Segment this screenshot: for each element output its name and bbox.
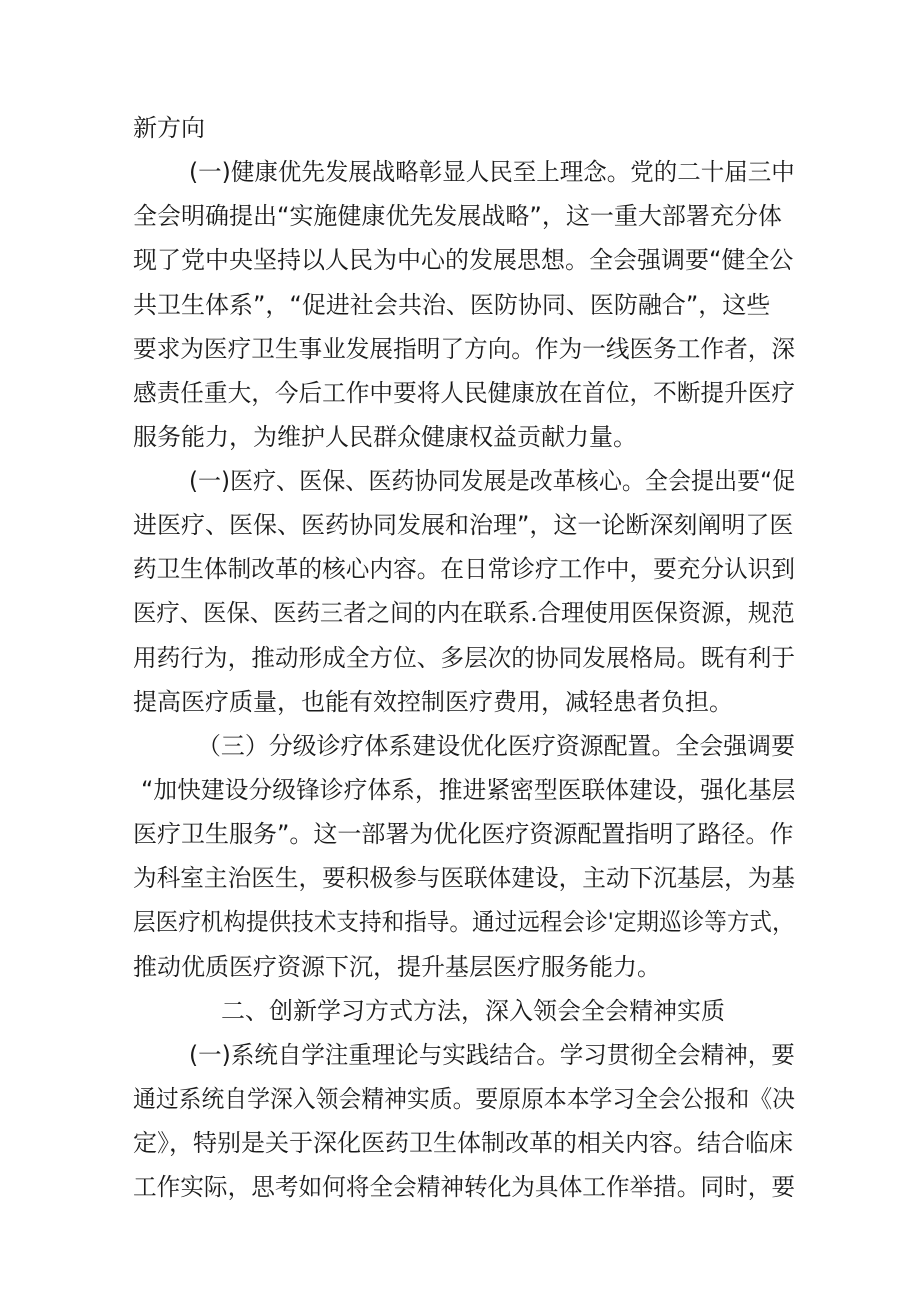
text-line: 全会明确提出“实施健康优先发展战略”，这一重大部署充分体 xyxy=(133,202,782,230)
text-line: 医疗、医保、医药三者之间的内在联系.合理使用医保资源，规范 xyxy=(133,599,795,627)
text-line: 进医疗、医保、医药协同发展和治理”，这一论断深刻阐明了医 xyxy=(133,511,794,539)
text-line: 为科室主治医生，要积极参与医联体建设，主动下沉基层，为基 xyxy=(133,864,795,892)
text-line: 新方向 xyxy=(133,114,205,142)
paragraph-heading-4: (一)系统自学注重理论与实践结合。学习贯彻全会精神，要 xyxy=(189,1041,795,1069)
text-line: 提高医疗质量，也能有效控制医疗费用，减轻患者负担。 xyxy=(133,688,733,716)
paragraph-heading-1: (一)健康优先发展战略彰显人民至上理念。党的二十届三中 xyxy=(189,158,795,186)
text-line: 感责任重大，今后工作中要将人民健康放在首位，不断提升医疗 xyxy=(133,379,795,407)
text-line: 用药行为，推动形成全方位、多层次的协同发展格局。既有利于 xyxy=(133,644,795,672)
text-line: 现了党中央坚持以人民为中心的发展思想。全会强调要“健全公 xyxy=(133,246,794,274)
text-line: 通过系统自学深入领会精神实质。要原原本本学习全会公报和《决 xyxy=(133,1085,795,1113)
text-line: 共卫生体系”，“促进社会共治、医防协同、医防融合”，这些 xyxy=(133,291,771,319)
paragraph-heading-3: （三）分级诊疗体系建设优化医疗资源配置。全会强调要 xyxy=(197,732,795,760)
paragraph-heading-2: (一)医疗、医保、医药协同发展是改革核心。全会提出要“促 xyxy=(189,467,796,495)
section-heading: 二、创新学习方式方法，深入领会全会精神实质 xyxy=(221,997,725,1025)
text-line: 工作实际，思考如何将全会精神转化为具体工作举措。同时，要 xyxy=(133,1173,795,1201)
text-line: 药卫生体制改革的核心内容。在日常诊疗工作中，要充分认识到 xyxy=(133,555,795,583)
text-line: 推动优质医疗资源下沉，提升基层医疗服务能力。 xyxy=(133,953,661,981)
text-line: 服务能力，为维护人民群众健康权益贡献力量。 xyxy=(133,423,637,451)
text-line: “加快建设分级锋诊疗体系，推进紧密型医联体建设，强化基层 xyxy=(141,776,796,804)
text-line: 医疗卫生服务”。这一部署为优化医疗资源配置指明了路径。作 xyxy=(133,820,794,848)
text-line: 定》，特别是关于深化医药卫生体制改革的相关内容。结合临床 xyxy=(133,1129,793,1157)
text-line: 层医疗机构提供技术支持和指导。通过远程会诊'定期巡诊等方式， xyxy=(133,908,795,936)
text-line: 要求为医疗卫生事业发展指明了方向。作为一线医务工作者，深 xyxy=(133,335,795,363)
